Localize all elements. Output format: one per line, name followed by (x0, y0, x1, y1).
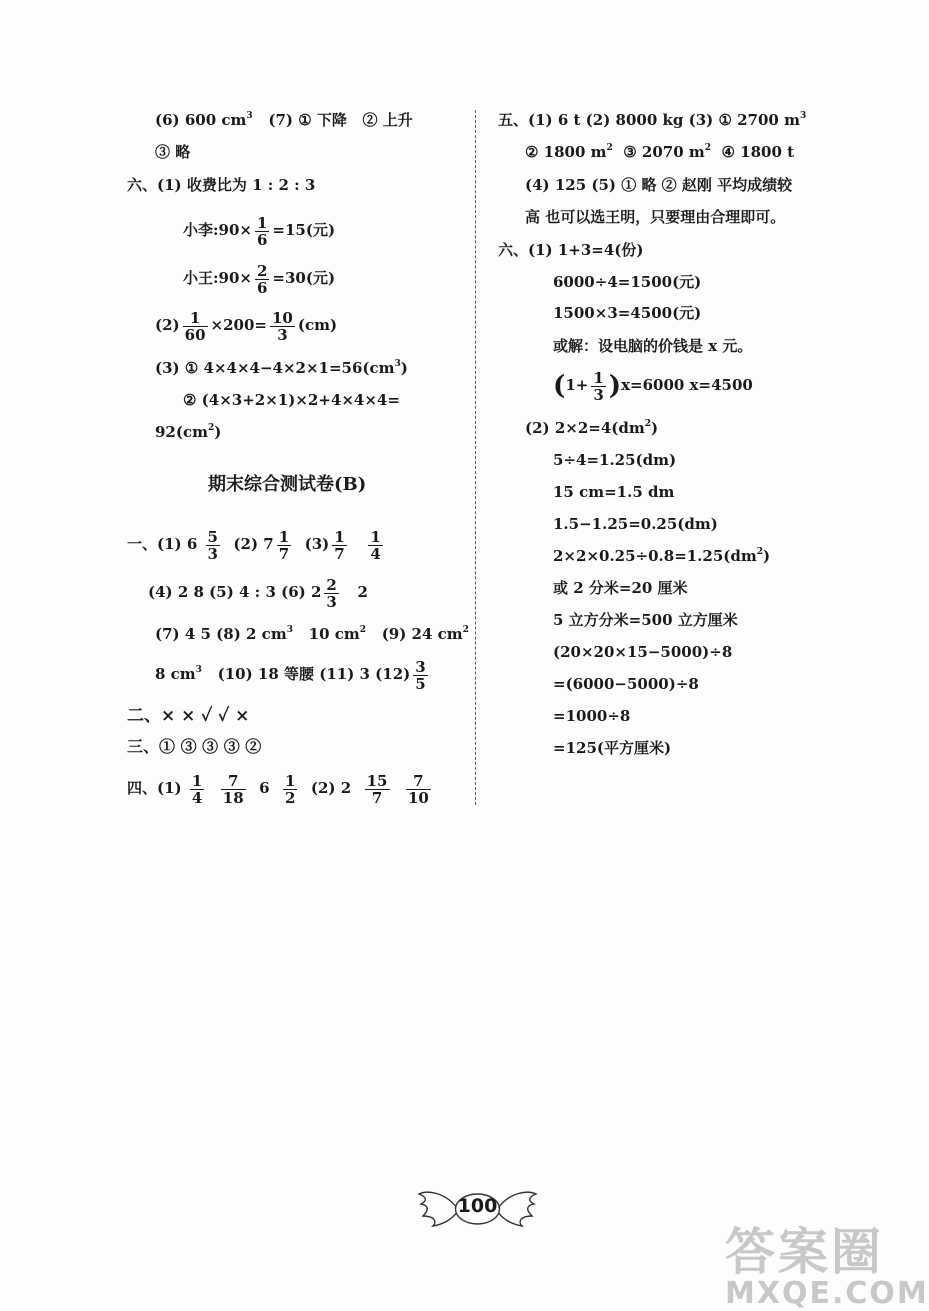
left-line-2: ③ 略 (155, 143, 191, 161)
left-line-1: (6) 600 $cm^3$ (7) ① 下降 ② 上升 (155, 111, 413, 129)
page-number-badge (415, 1186, 540, 1230)
left-line-7: (3) ① $4\times 4\times 4-4\times 2\times 1=56(cm^3)$ (155, 359, 408, 377)
watermark-logo-text: 答案圈 (725, 1223, 884, 1281)
q1-line-4: 8 $cm^3$ (10) 18 等腰 (11) 3 (12) $\frac{3}{5}$ (155, 657, 426, 693)
q1-line-2: (4) 2 8 (5) 4 : 3 (6) 2 $\frac{2}{3}$ 2 (148, 575, 368, 611)
right-line-15: 或 2 分米=20 厘米 (553, 579, 688, 597)
right-line-16: 5 立方分米=500 立方厘米 (553, 611, 738, 629)
left-line-6: (2) $\frac{1}{60}$ ×200= $\frac{10}{3}$ (cm) (155, 308, 338, 344)
right-line-19: =1000÷8 (553, 707, 631, 725)
right-line-12: 15 cm=1.5 dm (553, 483, 675, 501)
left-line-8: ② (4×3+2×1)×2+4×4×4= (183, 391, 400, 409)
right-line-10: (2) $2\times 2=4(dm^2)$ (525, 419, 659, 437)
right-line-9: (1+ $\frac{1}{3}$ )x=6000 x=4500 (553, 368, 753, 404)
q4-line: 四、(1) $\frac{1}{4}$ $\frac{7}{18}$ 6 $\frac{1}{2}$ (2) 2 $\frac{15}{7}$ $\frac{7}{10}$ (127, 771, 429, 807)
section-title: 期末综合测试卷(B) (208, 474, 367, 495)
right-line-1: 五、(1) 6 t (2) 8000 kg (3) ① 2700 $m^3$ (498, 111, 807, 129)
right-line-6: 6000÷4=1500(元) (553, 273, 702, 291)
page-number: 100 (457, 1195, 498, 1217)
q2-line: 二、× × ✓ ✓ × (127, 706, 250, 726)
right-line-13: 1.5−1.25=0.25(dm) (553, 515, 718, 533)
left-line-9: $92(cm^2)$ (155, 423, 222, 441)
right-line-2: ② 1800 $m^2$ ③ 2070 $m^2$ ④ 1800 t (525, 143, 795, 161)
right-line-20: =125(平方厘米) (553, 739, 672, 757)
right-line-14: $2\times 2\times 0.25\div 0.8=1.25(dm^2)$ (553, 547, 771, 565)
left-line-4: 小李:90× $\frac{1}{6}$ =15(元) (183, 213, 336, 249)
right-line-8: 或解：设电脑的价钱是 x 元。 (553, 337, 753, 355)
watermark (725, 1212, 929, 1311)
right-line-3: (4) 125 (5) ① 略 ② 赵刚 平均成绩较 (525, 176, 793, 194)
right-line-7: 1500×3=4500(元) (553, 304, 702, 322)
right-line-4: 高 也可以选王明，只要理由合理即可。 (525, 208, 786, 226)
q1-line-1: 一、(1) 6 $\frac{5}{3}$ (2) 7 $\frac{1}{7}$ (3) $\frac{1}{7}$ $\frac{1}{4}$ (127, 527, 381, 563)
right-line-11: 5÷4=1.25(dm) (553, 451, 677, 469)
watermark-url: MXQE.COM (725, 1276, 929, 1311)
q1-line-3: (7) 4 5 (8) 2 $cm^3$ 10 $cm^2$ (9) 24 $cm^2$ (155, 625, 469, 643)
left-line-3: 六、(1) 收费比为 1 : 2 : 3 (127, 176, 316, 194)
right-line-17: (20×20×15−5000)÷8 (553, 643, 733, 661)
right-line-5: 六、(1) 1+3=4(份) (498, 241, 644, 259)
q3-line: 三、① ③ ③ ③ ② (127, 737, 262, 756)
left-line-5: 小王:90× $\frac{2}{6}$ =30(元) (183, 261, 336, 297)
right-line-18: =(6000−5000)÷8 (553, 675, 699, 693)
column-divider (475, 110, 476, 805)
